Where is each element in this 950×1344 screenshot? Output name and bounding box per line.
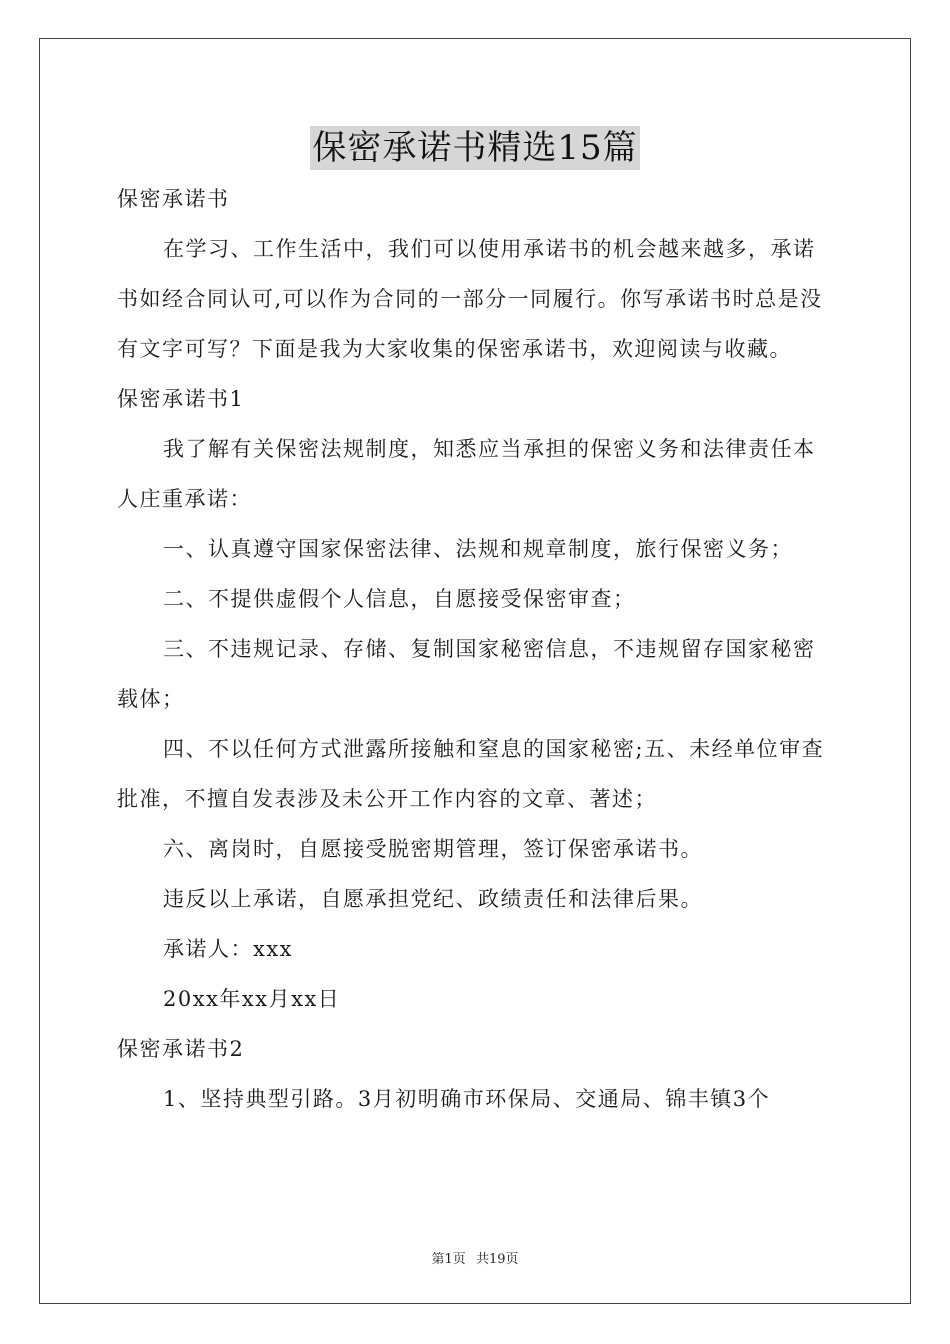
paragraph: 二、不提供虚假个人信息，自愿接受保密审查； xyxy=(163,587,636,611)
paragraph: 三、不违规记录、存储、复制国家秘密信息，不违规留存国家秘密载体； xyxy=(117,637,816,711)
page-footer xyxy=(0,1248,950,1267)
paragraph: 违反以上承诺，自愿承担党纪、政绩责任和法律后果。 xyxy=(163,887,703,911)
paragraph-heading: 保密承诺书 xyxy=(117,187,230,211)
paragraph: 1、坚持典型引路。3月初明确市环保局、交通局、锦丰镇3个 xyxy=(163,1087,771,1111)
document-body xyxy=(117,174,837,1124)
paragraph: 一、认真遵守国家保密法律、法规和规章制度，旅行保密义务； xyxy=(163,537,793,561)
signer-line: 承诺人：xxx xyxy=(163,937,294,961)
page-total: 共19页 xyxy=(475,1252,519,1267)
paragraph: 在学习、工作生活中，我们可以使用承诺书的机会越来越多，承诺书如经合同认可,可以作为合同的一部分一同履行。你写承诺书时总是没有文字可写？下面是我为大家收集的保密承诺书，欢迎阅读与收藏。 xyxy=(117,237,823,361)
date-line: 20xx年xx月xx日 xyxy=(163,987,341,1011)
paragraph-heading: 保密承诺书2 xyxy=(117,1037,245,1061)
document-title: 保密承诺书精选15篇 xyxy=(312,128,638,168)
title-wrap xyxy=(0,126,950,170)
paragraph-heading: 保密承诺书1 xyxy=(117,387,245,411)
paragraph: 四、不以任何方式泄露所接触和窒息的国家秘密;五、未经单位审查批准，不擅自发表涉及未公开工作内容的文章、著述； xyxy=(117,737,825,811)
page-number: 第1页 xyxy=(431,1252,466,1267)
paragraph: 我了解有关保密法规制度，知悉应当承担的保密义务和法律责任本人庄重承诺： xyxy=(117,437,816,511)
paragraph: 六、离岗时，自愿接受脱密期管理，签订保密承诺书。 xyxy=(163,837,703,861)
